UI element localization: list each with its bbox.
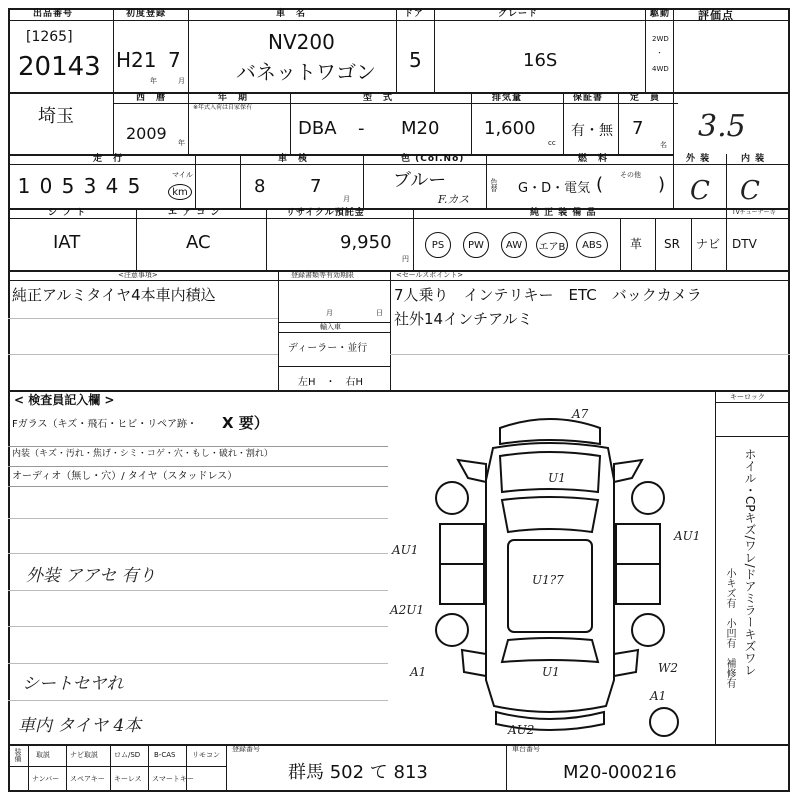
equip-abs: ABS <box>576 232 608 258</box>
car-damage-diagram <box>388 400 713 740</box>
inspector-title: < 検査員記入欄 > <box>14 393 115 407</box>
shaken-month: 7 <box>310 176 322 197</box>
audio-tire-line: オーディオ（無し・穴）/ タイヤ（スタッドレス） <box>12 471 238 482</box>
equip-ps: PS <box>425 232 451 258</box>
model-name: NV200 <box>268 30 335 54</box>
model-sub: バネットワゴン <box>236 60 376 84</box>
mileage: 1 0 5 3 4 5 <box>17 174 141 198</box>
damage-mark: U1?7 <box>532 573 564 587</box>
steering-side: 左H ・ 右H <box>298 377 364 388</box>
damage-mark: A7 <box>572 407 589 421</box>
sales-point-2: 社外14インチアルミ <box>394 310 533 328</box>
recycle-fee: 9,950 <box>340 232 392 253</box>
auction-sheet: 出品番号 [1265] 20143 初度登録 H21 7 年 月 車 名 NV200 バネットワゴン ドア 5 グレード 16S 駆動 2WD ・ 4WD 評価点 埼玉 西 暦 2009 年 年 期 ※年式入荷は自家保有 型 式 DBA - M20 排気量 1,600 cc 保証書 有・無 定 員 7 名 3.5 走 行 1 0 5 3 4 5 マイル km 車 検 8 7 月 色 (Col.No) ブルー F.カス 色替 燃 料 G・D・電気 ( その他 ) 外 装 内 装 C C シ フ ト IAT エ ア コ ン AC リサイクル預託金 9,950 円 純 正 装 備 品 TVチューナー等 PS PW AW エアB ABS 革 SR ナビ DTV <注意事項> 純正アルミタイヤ4本車内積込 登録書類等有効期限 月 日 輸入車 ディーラー・並行 左H ・ 右H <セールスポイント> 7人乗り インテリキー ETC バックカメラ 社外14インチアルミ < 検査員記入欄 > Fガラス（キズ・飛石・ヒビ・リペア跡・ X 要） 内装（キズ・汚れ・焦げ・シミ・コゲ・穴・もし・破れ・割れ） オーディオ（無し・穴）/ タイヤ（スタッドレス） 外装 アアセ 有り シートセヤれ 車内 タイヤ 4本 キーロック ホイル・CPキズ/ワレ/ドアミラーキズワレ 小キズ有 小凹有 補修有 A7 U1 AU1 AU1 U1?7 A2U1 A1 U1 W2 A1 AU2 装備 取説 ナビ取説 ロム/SD B-CAS リモコン ナンバー スペアキー キーレス スマートキー 登録番号 群馬 502 て 813 車台番号 M20-000216 <box>8 8 790 792</box>
equip-aw: AW <box>501 232 527 258</box>
damage-mark: W2 <box>658 661 678 675</box>
drive-label: 駆動 <box>650 9 671 19</box>
side-legend-small: 小キズ有 小凹有 補修有 <box>724 568 735 688</box>
registration-number: 群馬 502 て 813 <box>288 762 428 783</box>
exterior-grade: C <box>690 176 710 206</box>
lot-sub: [1265] <box>26 29 73 45</box>
chassis-number: M20-000216 <box>563 762 677 783</box>
equip-pw: PW <box>463 232 489 258</box>
damage-mark: AU1 <box>674 529 701 543</box>
warranty: 有・無 <box>571 123 613 139</box>
damage-mark: U1 <box>548 471 566 485</box>
equip-sunroof: SR <box>664 237 680 251</box>
caution-note: 純正アルミタイヤ4本車内積込 <box>12 286 216 304</box>
lot-number: 20143 <box>18 52 101 82</box>
capacity: 7 <box>632 118 644 139</box>
type-code: M20 <box>401 118 440 139</box>
color: ブルー <box>393 170 447 191</box>
first-reg-label: 初度登録 <box>126 9 167 19</box>
first-reg-month: 7 <box>168 48 181 72</box>
grade-label: グレード <box>498 9 539 19</box>
eval-label: 評価点 <box>698 9 734 22</box>
aircon: AC <box>186 232 211 253</box>
damage-mark: A1 <box>650 689 667 703</box>
handnote-tires: 車内 タイヤ 4本 <box>18 716 142 736</box>
handnote-seat: シートセヤれ <box>22 674 124 694</box>
side-legend: ホイル・CPキズ/ワレ/ドアミラーキズワレ <box>743 448 757 676</box>
shift: IAT <box>53 232 81 253</box>
km-unit-circle: km <box>168 184 192 200</box>
lot-label: 出品番号 <box>33 9 74 19</box>
windshield-line: Fガラス（キズ・飛石・ヒビ・リペア跡・ <box>12 419 198 430</box>
equip-dtv: DTV <box>732 237 757 251</box>
region: 埼玉 <box>38 106 74 127</box>
equip-airbag: エアB <box>536 232 568 258</box>
score: 3.5 <box>698 109 746 144</box>
sales-point-1: 7人乗り インテリキー ETC バックカメラ <box>394 286 702 304</box>
grade: 16S <box>523 50 558 71</box>
handnote-exterior: 外装 アアセ 有り <box>26 566 156 586</box>
first-reg-era: H21 <box>116 48 157 72</box>
model-year: 2009 <box>126 124 167 143</box>
car-name-label: 車 名 <box>276 9 307 19</box>
shaken-year: 8 <box>254 176 266 197</box>
damage-mark: A2U1 <box>390 603 425 617</box>
interior-grade: C <box>740 176 760 206</box>
damage-mark: AU2 <box>508 723 535 737</box>
displacement: 1,600 <box>484 118 536 139</box>
import-type: ディーラー・並行 <box>288 343 368 354</box>
damage-mark: A1 <box>410 665 427 679</box>
damage-mark: AU1 <box>392 543 419 557</box>
door-label: ドア <box>404 9 424 19</box>
equip-leather: 革 <box>630 237 643 251</box>
type-prefix: DBA <box>298 118 337 139</box>
damage-mark: U1 <box>542 665 560 679</box>
equip-navi: ナビ <box>696 237 721 251</box>
interior-line: 内装（キズ・汚れ・焦げ・シミ・コゲ・穴・もし・破れ・割れ） <box>12 449 273 459</box>
fuel: G・D・電気 <box>518 181 591 196</box>
doors: 5 <box>409 48 422 72</box>
